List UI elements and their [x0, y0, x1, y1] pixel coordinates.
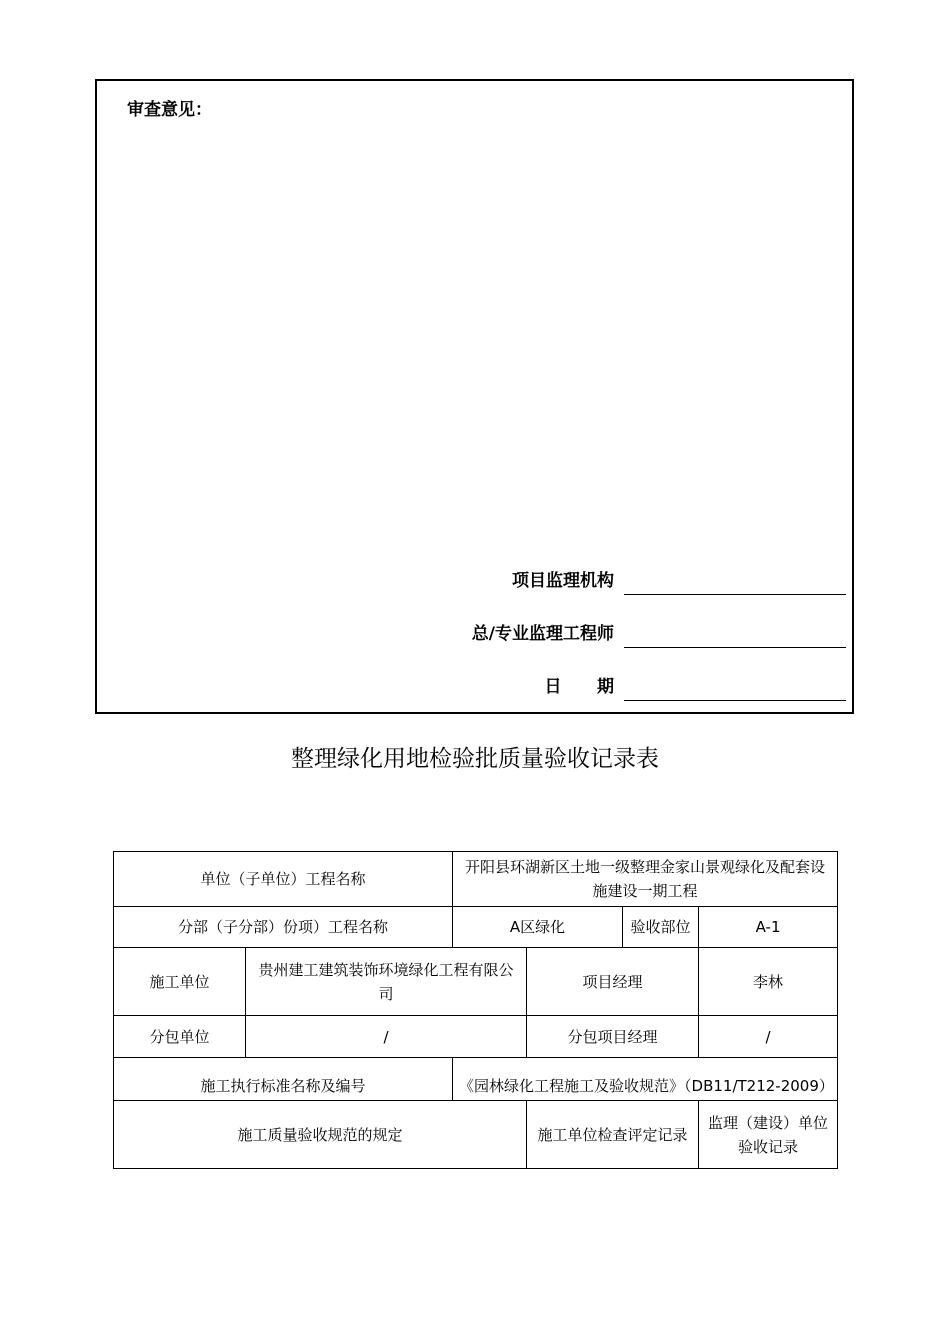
sub-pm-value: / [699, 1016, 838, 1058]
supervisor-header: 监理（建设）单位验收记录 [699, 1101, 838, 1169]
contractor-check-header: 施工单位检查评定记录 [527, 1101, 699, 1169]
subcontractor-value: / [246, 1016, 527, 1058]
subproject-label: 分部（子分部）份项）工程名称 [114, 907, 453, 948]
subcontractor-label: 分包单位 [114, 1016, 246, 1058]
standard-label: 施工执行标准名称及编号 [114, 1058, 453, 1101]
date-row [97, 671, 856, 701]
contractor-value: 贵州建工建筑装饰环境绿化工程有限公司 [246, 948, 527, 1016]
date-signature-line[interactable] [624, 700, 846, 701]
spec-header: 施工质量验收规范的规定 [114, 1101, 527, 1169]
contractor-label: 施工单位 [114, 948, 246, 1016]
review-box [95, 79, 854, 714]
review-heading: 审查意见： [127, 100, 212, 120]
supervision-org-label: 项目监理机构 [512, 571, 614, 591]
chief-engineer-row [97, 618, 856, 648]
chief-engineer-signature-line[interactable] [624, 647, 846, 648]
acceptance-part-value: A-1 [699, 907, 838, 948]
standard-value: 《园林绿化工程施工及验收规范》（DB11/T212-2009） [453, 1058, 838, 1101]
form-title: 整理绿化用地检验批质量验收记录表 [291, 746, 659, 772]
sub-pm-label: 分包项目经理 [527, 1016, 699, 1058]
subproject-value: A区绿化 [453, 907, 623, 948]
date-label: 日 期 [544, 677, 614, 697]
project-manager-label: 项目经理 [527, 948, 699, 1016]
supervision-org-row [97, 565, 856, 595]
table-row [114, 852, 838, 907]
chief-engineer-label: 总/专业监理工程师 [471, 624, 614, 644]
table-row [114, 1058, 838, 1101]
table-row [114, 948, 838, 1016]
unit-project-value: 开阳县环湖新区土地一级整理金家山景观绿化及配套设施建设一期工程 [453, 852, 838, 907]
acceptance-part-label: 验收部位 [623, 907, 699, 948]
unit-project-label: 单位（子单位）工程名称 [114, 852, 453, 907]
project-manager-value: 李林 [699, 948, 838, 1016]
table-row [114, 907, 838, 948]
supervision-org-signature-line[interactable] [624, 594, 846, 595]
acceptance-record-table [113, 851, 838, 1169]
table-row [114, 1101, 838, 1169]
table-row [114, 1016, 838, 1058]
